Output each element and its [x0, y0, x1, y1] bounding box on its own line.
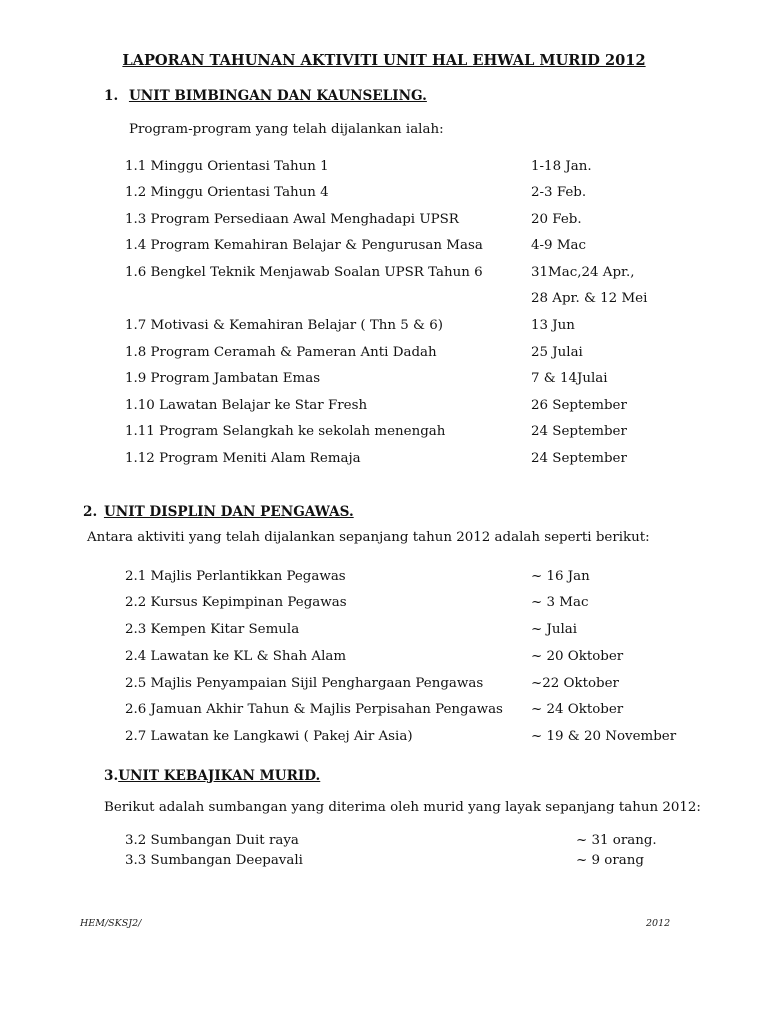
section-3-number: 3.	[104, 768, 119, 784]
item-label: 2.1 Majlis Perlantikkan Pegawas	[125, 569, 346, 584]
item-label: 1.10 Lawatan Belajar ke Star Fresh	[125, 398, 368, 413]
section-3-intro: Berikut adalah sumbangan yang diterima oleh murid yang layak sepanjang tahun 2012:	[104, 800, 701, 815]
item-label: 2.7 Lawatan ke Langkawi ( Pakej Air Asia)	[125, 729, 413, 744]
item-label: 1.6 Bengkel Teknik Menjawab Soalan UPSR Tahun 6	[125, 265, 483, 280]
item-label: 1.9 Program Jambatan Emas	[125, 371, 321, 386]
item-label: 3.3 Sumbangan Deepavali	[125, 853, 303, 868]
item-date: 24 September	[531, 451, 627, 466]
section-2-intro: Antara aktiviti yang telah dijalankan sepanjang tahun 2012 adalah seperti berikut:	[87, 530, 650, 545]
section-2-number: 2.	[83, 504, 98, 520]
item-date: 7 & 14Julai	[531, 371, 608, 386]
item-label: 2.5 Majlis Penyampaian Sijil Penghargaan Pengawas	[125, 676, 484, 691]
item-date: ~ 20 Oktober	[531, 649, 624, 664]
item-label: 1.7 Motivasi & Kemahiran Belajar ( Thn 5 & 6)	[125, 318, 443, 333]
section-1-title: UNIT BIMBINGAN DAN KAUNSELING.	[128, 88, 427, 104]
item-label: 1.12 Program Meniti Alam Remaja	[125, 451, 361, 466]
item-label: 3.2 Sumbangan Duit raya	[125, 833, 299, 848]
item-date: 28 Apr. & 12 Mei	[531, 291, 648, 306]
item-date: ~ 3 Mac	[531, 595, 589, 610]
item-date: 26 September	[531, 398, 627, 413]
item-label: 2.3 Kempen Kitar Semula	[125, 622, 300, 637]
item-label: 2.6 Jamuan Akhir Tahun & Majlis Perpisahan Pengawas	[125, 702, 503, 717]
item-date: ~ Julai	[531, 622, 578, 637]
item-date: ~ 16 Jan	[531, 569, 590, 584]
item-label: 1.2 Minggu Orientasi Tahun 4	[125, 185, 329, 200]
item-label: 1.8 Program Ceramah & Pameran Anti Dadah	[125, 345, 437, 360]
item-date: ~ 31 orang.	[576, 833, 657, 848]
item-label: 2.2 Kursus Kepimpinan Pegawas	[125, 595, 347, 610]
item-date: 13 Jun	[531, 318, 575, 333]
section-3-title: UNIT KEBAJIKAN MURID.	[118, 768, 321, 784]
item-label: 1.11 Program Selangkah ke sekolah menengah	[125, 424, 446, 439]
section-1-number: 1.	[104, 88, 119, 104]
section-3-heading	[104, 768, 320, 784]
item-label: 1.3 Program Persediaan Awal Menghadapi UPSR	[125, 212, 459, 227]
item-date: 31Mac,24 Apr.,	[531, 265, 635, 280]
section-1-heading	[104, 88, 427, 104]
section-1-intro: Program-program yang telah dijalankan ialah:	[129, 122, 444, 137]
document-title: LAPORAN TAHUNAN AKTIVITI UNIT HAL EHWAL MURID 2012	[122, 52, 646, 69]
item-date: 24 September	[531, 424, 627, 439]
section-2-heading	[83, 504, 354, 520]
item-date: 4-9 Mac	[531, 238, 587, 253]
item-date: ~ 9 orang	[576, 853, 644, 868]
item-date: 20 Feb.	[531, 212, 582, 227]
section-2-title: UNIT DISPLIN DAN PENGAWAS.	[103, 504, 354, 520]
item-date: 2-3 Feb.	[531, 185, 587, 200]
footer-year: 2012	[646, 918, 671, 929]
item-date: 25 Julai	[531, 345, 583, 360]
item-date: ~ 24 Oktober	[531, 702, 624, 717]
item-label: 2.4 Lawatan ke KL & Shah Alam	[125, 649, 347, 664]
item-date: ~22 Oktober	[531, 676, 619, 691]
item-label: 1.4 Program Kemahiran Belajar & Pengurusan Masa	[125, 238, 483, 253]
item-date: 1-18 Jan.	[531, 159, 592, 174]
footer-reference: HEM/SKSJ2/	[80, 918, 142, 929]
item-label: 1.1 Minggu Orientasi Tahun 1	[125, 159, 329, 174]
item-date: ~ 19 & 20 November	[531, 729, 677, 744]
